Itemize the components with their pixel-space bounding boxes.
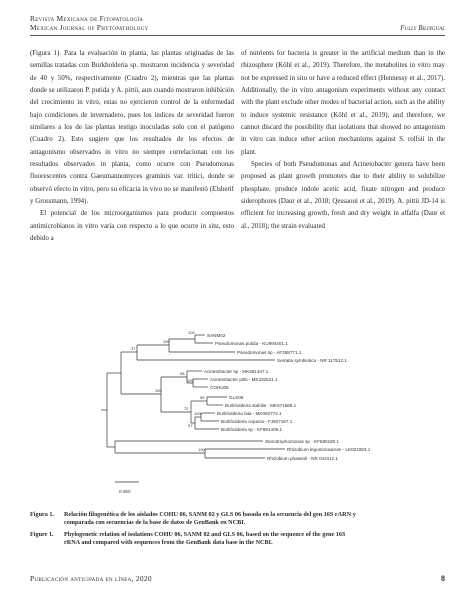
bootstrap-value: 97 <box>188 423 193 428</box>
taxon-label: Pseudomonas putida - KU994401.1 <box>215 341 288 346</box>
taxon-label: COHU06 <box>210 385 229 390</box>
journal-title-en: Mexican Journal of Phytopathology <box>30 23 149 32</box>
taxon-label: Acinetobacter pittii - MK332521.1 <box>210 377 278 382</box>
taxon-label: Burkholderia lata - MK092772.1 <box>217 411 282 416</box>
taxon-label: Burkholderia sp - KF891406.1 <box>221 427 283 432</box>
taxon-label: SANM02 <box>207 333 226 338</box>
left-paragraph-2: El potencial de los microorganismos para producir compuestos antimicrobianos in vitro varía con respecto a lo que ocurre in situ, esto debido a <box>30 209 234 243</box>
bootstrap-value: 100 <box>155 388 162 393</box>
bootstrap-value: 100 <box>194 411 201 416</box>
bootstrap-value: 98 <box>180 371 185 376</box>
caption-en-text-2: rRNA and compared with sequences from the GenBank data base in the NCBI. <box>64 539 273 546</box>
journal-title-es: Revista Mexicana de Fitopatología <box>30 14 144 23</box>
caption-es <box>30 511 445 527</box>
taxon-label: Rhizobium leguminosarum - LK021083.1 <box>287 447 371 452</box>
caption-es-text-2: comparada con secuencias de la base de datos de GenBank en NCBI. <box>64 519 246 526</box>
caption-es-text: Relación filogenética de los aislados COHU 06, SANM 02 y GLS 06 basada en la secuencia del gen 16S rARN y <box>64 511 356 518</box>
left-column <box>30 47 234 245</box>
taxon-label: GLS06 <box>229 395 244 400</box>
scale-bar-label: 0.050 <box>119 489 131 494</box>
bootstrap-value: 99 <box>200 395 205 400</box>
caption-en-text: Phylogenetic relation of isolations COHU 06, SANM 02 and GLS 06, based on the sequence of the gene 16S <box>64 531 346 538</box>
taxon-label: Burkholderia cepacia - FJ607187.1 <box>221 419 293 424</box>
bootstrap-value: 100 <box>188 330 195 335</box>
taxon-label: Burkholderia stabilis - MK571688.1 <box>225 403 297 408</box>
taxon-label: Stenotrophomonas sp - KF680180.1 <box>265 439 340 444</box>
phylogenetic-tree-figure <box>95 330 380 505</box>
page-number: 8 <box>441 574 445 583</box>
caption-en-label: Figure 1. <box>30 531 54 538</box>
taxon-label: Serratia symbiotica - NR 117512.1 <box>277 358 347 363</box>
right-paragraph-2: Species of both Pseudomonas and Acinetobacter genera have been proposed as plant growth promoters due to their ability to solubilize phosphate, produce indole acetic acid, fixate nitrogen and produce siderophores (Daur et al., 2018; Qessaoui et al., 2019). A. pittii JD-14 is efficient for increasing growth, fresh and dry weight in alfalfa (Daur et al., 2018); the strain evaluated <box>241 160 445 230</box>
taxon-label: Acinetobacter sp - MK681347.1 <box>204 369 269 374</box>
taxon-label: Pseudomonas sp - AF268771.1 <box>237 350 302 355</box>
bootstrap-value: 72 <box>184 406 189 411</box>
caption-en <box>30 531 445 547</box>
bootstrap-value: 100 <box>187 378 194 383</box>
left-paragraph-1: (Figura 1). Para la evaluación in planta, las plantas originadas de las semillas tratadas con Burkholderia sp. mostraron incidencia y severidad de 40 y 50%, respectivamente (Cuadro 2), mientras que las plantas donde se utilizaron P. putida y A. pittii, aun cuando mostraron inhibición del crecimiento in vitro, estas no ejercieron control de la enfermedad bajo condiciones de invernadero, pues los índices de severidad fueron similares a los de las plantas testigo inoculadas solo con el patógeno (Cuadro 2). Esto sugiere que los resultados de los efectos de antagonismo observados in vitro no siempre correlacionan con los resultados observados in planta, como ocurre con Pseudomonas fluorescentes contra Gaeumannomyces graminis var. tritici, donde se observó efecto in vitro, pero su eficacia in vivo no se manifestó (Elsherif y Grossmann, 1994). <box>30 49 234 206</box>
taxon-label: Rhizobium phaseoli - NR 044112.1 <box>267 456 338 461</box>
right-column <box>241 47 445 232</box>
footer-publication-note: Publicación anticipada en línea, 2020 <box>30 574 152 583</box>
right-paragraph-1: of nutrients for bacteria is greater in the artificial medium than in the rhizosphere (Köhl et al., 2019). Therefore, the metabolites in vitro may not be expressed in situ or have a reduced effect (Hennessy et al., 2017). Additionally, the in vitro antagonism experiments without any contact with the plant exclude other modes of bacterial action, such as the ability to induce systemic resistance (Köhl et al., 2019), and therefore, we cannot discard the possibility that isolations that showed no antagonism in vitro can induce other action mechanisms against S. rolfsii in the plant. <box>241 49 445 156</box>
bootstrap-value: 100 <box>163 339 170 344</box>
header-divider <box>30 35 445 36</box>
phylogenetic-tree <box>95 330 380 505</box>
bilingual-label: Fully Bilingual <box>400 24 445 32</box>
page-header <box>0 0 475 40</box>
bootstrap-value: 100 <box>198 447 205 452</box>
caption-es-label: Figura 1. <box>30 511 55 518</box>
bootstrap-value: 37 <box>131 346 136 351</box>
